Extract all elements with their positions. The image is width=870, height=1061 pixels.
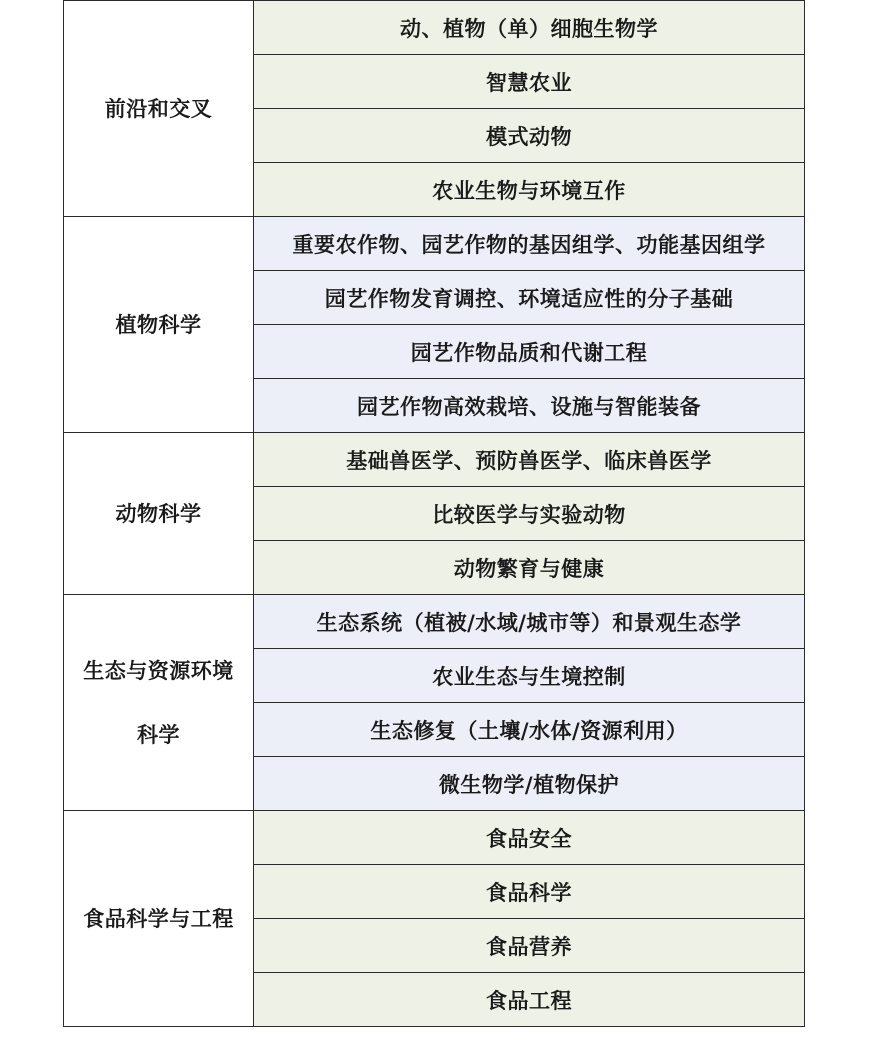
item-cell: 动、植物（单）细胞生物学 bbox=[254, 1, 805, 55]
category-cell-animal-science: 动物科学 bbox=[64, 433, 254, 595]
item-cell: 微生物学/植物保护 bbox=[254, 757, 805, 811]
table-row bbox=[64, 433, 805, 487]
item-cell: 比较医学与实验动物 bbox=[254, 487, 805, 541]
item-cell: 食品营养 bbox=[254, 919, 805, 973]
category-cell-ecology bbox=[64, 595, 254, 811]
category-line: 生态与资源环境 bbox=[83, 657, 234, 683]
item-cell: 动物繁育与健康 bbox=[254, 541, 805, 595]
item-cell: 模式动物 bbox=[254, 109, 805, 163]
item-cell: 食品安全 bbox=[254, 811, 805, 865]
table-row bbox=[64, 217, 805, 271]
item-cell: 重要农作物、园艺作物的基因组学、功能基因组学 bbox=[254, 217, 805, 271]
item-cell: 基础兽医学、预防兽医学、临床兽医学 bbox=[254, 433, 805, 487]
research-areas-table-container bbox=[63, 0, 804, 1027]
item-cell: 生态修复（土壤/水体/资源利用） bbox=[254, 703, 805, 757]
item-cell: 生态系统（植被/水域/城市等）和景观生态学 bbox=[254, 595, 805, 649]
item-cell: 农业生物与环境互作 bbox=[254, 163, 805, 217]
item-cell: 园艺作物高效栽培、设施与智能装备 bbox=[254, 379, 805, 433]
table-body bbox=[64, 1, 805, 1027]
item-cell: 智慧农业 bbox=[254, 55, 805, 109]
item-cell: 园艺作物发育调控、环境适应性的分子基础 bbox=[254, 271, 805, 325]
item-cell: 食品工程 bbox=[254, 973, 805, 1027]
category-cell-frontier: 前沿和交叉 bbox=[64, 1, 254, 217]
research-areas-table bbox=[63, 0, 805, 1027]
category-cell-food-science: 食品科学与工程 bbox=[64, 811, 254, 1027]
table-row bbox=[64, 595, 805, 649]
table-row bbox=[64, 1, 805, 55]
item-cell: 农业生态与生境控制 bbox=[254, 649, 805, 703]
table-row bbox=[64, 811, 805, 865]
category-line: 科学 bbox=[137, 721, 180, 747]
item-cell: 食品科学 bbox=[254, 865, 805, 919]
category-cell-plant-science: 植物科学 bbox=[64, 217, 254, 433]
item-cell: 园艺作物品质和代谢工程 bbox=[254, 325, 805, 379]
